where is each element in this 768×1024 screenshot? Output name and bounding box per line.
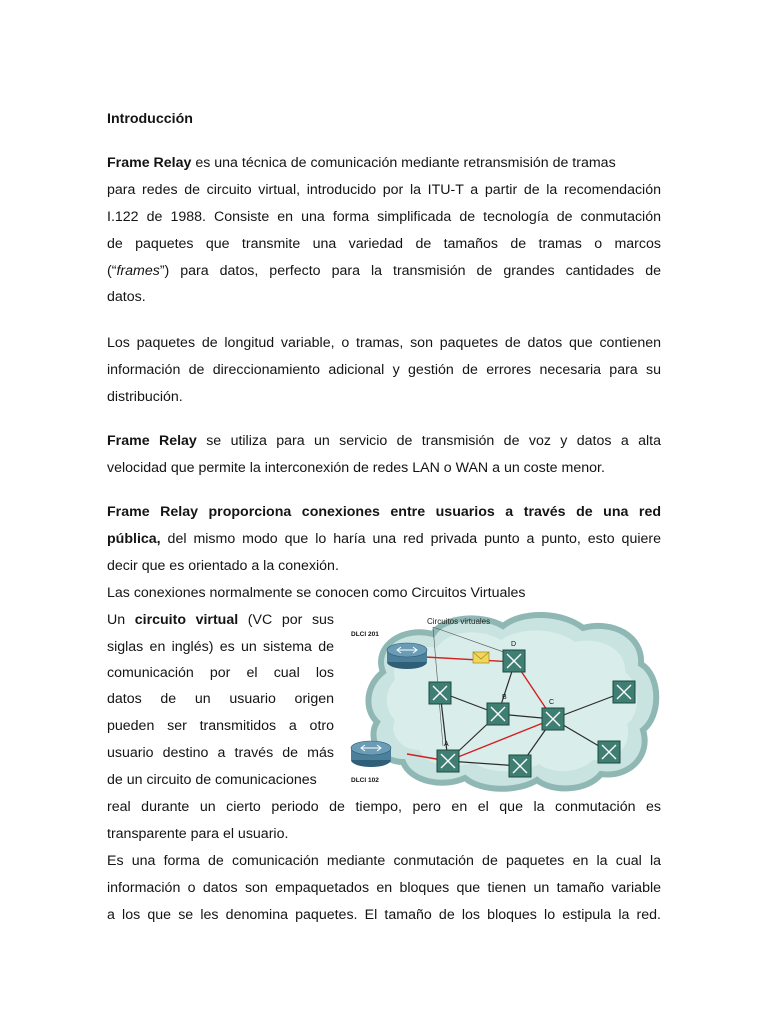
p5-line-5: pueden ser transmitidos a otro [107,718,334,734]
p3-line-1-text: se utiliza para un servicio de transmisión de voz y datos a alta [196,433,661,449]
p4-line-4: Las conexiones normalmente se conocen como Circuitos Virtuales [107,585,526,601]
p2-line-1: Los paquetes de longitud variable, o tramas, son paquetes de datos que contienen [107,335,661,351]
circuito-virtual-bold: circuito virtual [134,612,239,628]
dlci-bottom-label: DLCI 102 [351,777,379,784]
p1-line-1-text: es una técnica de comunicación mediante retransmisión de tramas [191,155,616,171]
p5-line-1 [107,611,334,629]
envelope-icon [473,652,489,663]
p5-un: Un [107,612,135,628]
p4-line-3: decir que es orientado a la conexión. [107,558,339,574]
p5-line-9: transparente para el usuario. [107,826,289,842]
frame-relay-diagram [343,606,663,792]
node-c-label: C [549,699,555,706]
switch-b-icon [487,703,509,725]
switch-bottom-icon [509,755,531,777]
router-top-icon [387,643,427,669]
p6-line-3: a los que se les denomina paquetes. El tamaño de los bloques lo estipula la red. [107,907,661,923]
diagram-title: Circuitos virtuales [427,617,491,626]
p3-line-1 [107,432,661,450]
frames-italic: frames [116,263,160,279]
switch-d-icon [503,650,525,672]
p2-line-2: información de direccionamiento adicional y gestión de errores necesaria para su [107,362,661,378]
frame-relay-bold: Frame Relay [107,155,192,171]
heading: Introducción [107,111,193,127]
p1-line-3: I.122 de 1988. Consiste en una forma simplificada de tecnología de conmutación [107,209,661,225]
switch-c-icon [542,708,564,730]
frame-relay-bold-2: Frame Relay [107,433,197,449]
p5-line-8: real durante un cierto periodo de tiempo, pero en el que la conmutación es [107,799,661,815]
quote-open: (“ [107,263,117,279]
p1-line-6: datos. [107,289,146,305]
p1-line-2: para redes de circuito virtual, introducido por la ITU-T a partir de la recomendación [107,182,661,198]
switch-a-icon [437,750,459,772]
p3-line-2: velocidad que permite la interconexión de redes LAN o WAN a un coste menor. [107,460,605,476]
switch-left-icon [429,682,451,704]
p1-line-4: de paquetes que transmite una variedad de tamaños de tramas o marcos [107,236,661,252]
dlci-top-label: DLCI 201 [351,631,379,638]
p6-line-1: Es una forma de comunicación mediante conmutación de paquetes en la cual la [107,853,661,869]
p6-line-2: información o datos son empaquetados en bloques que tienen un tamaño variable [107,880,661,896]
p1-line-5-text: ”) para datos, perfecto para la transmisión de grandes cantidades de [159,263,661,279]
p5-line-2: siglas en inglés) es un sistema de [107,639,334,655]
node-b-label: B [502,694,507,701]
p1-line-1 [107,154,661,172]
p5-line-1-text: (VC por sus [238,612,335,628]
p5-line-4: datos de un usuario origen [107,691,334,707]
router-bottom-icon [351,741,391,767]
p5-line-3: comunicación por el cual los [107,665,334,681]
publica-bold: pública, [107,531,161,547]
p5-line-7: de un circuito de comunicaciones [107,772,317,788]
p4-line-2 [107,530,661,548]
switch-lower-right-icon [598,741,620,763]
p1-line-5 [107,262,661,280]
p4-line-2-text: del mismo modo que lo haría una red privada punto a punto, esto quiere [160,531,661,547]
p4-line-1: Frame Relay proporciona conexiones entre usuarios a través de una red [107,504,661,520]
node-a-label: A [444,741,449,748]
p5-line-6: usuario destino a través de más [107,745,334,761]
node-d-label: D [511,641,517,648]
switch-right-icon [613,681,635,703]
p2-line-3: distribución. [107,389,183,405]
